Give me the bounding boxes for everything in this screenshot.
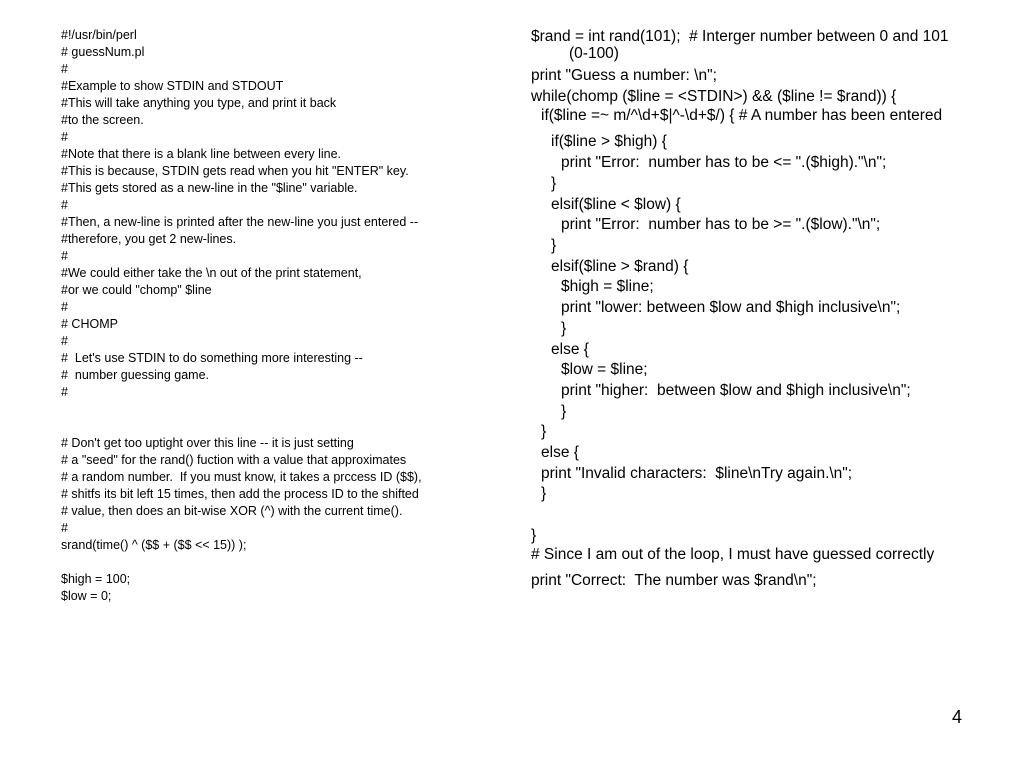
- page-number: 4: [951, 707, 962, 727]
- left-code-line: # a "seed" for the rand() fuction with a value that approximates: [61, 453, 407, 467]
- left-code-line: #Then, a new-line is printed after the new-line you just entered --: [61, 215, 419, 229]
- right-code-line: $rand = int rand(101); # Interger number between 0 and 101 (0-100): [531, 28, 953, 62]
- right-code-line: if($line > $high) {: [551, 133, 667, 151]
- left-code-line: #: [61, 334, 68, 348]
- left-code-line: #This gets stored as a new-line in the "$line" variable.: [61, 181, 358, 195]
- right-code-line: }: [561, 402, 567, 420]
- right-code-line: $high = $line;: [561, 278, 654, 296]
- left-code-line: #or we could "chomp" $line: [61, 283, 212, 297]
- right-code-line: print "Error: number has to be >= ".($low)."\n";: [561, 216, 881, 234]
- right-code-line: # Since I am out of the loop, I must have guessed correctly: [531, 545, 935, 563]
- left-code-line: # shitfs its bit left 15 times, then add the process ID to the shifted: [61, 487, 419, 501]
- left-code-line: #This will take anything you type, and print it back: [61, 96, 337, 110]
- left-code-line: # Let's use STDIN to do something more interesting --: [61, 351, 363, 365]
- left-code-line: # CHOMP: [61, 317, 118, 331]
- right-code-line: }: [531, 526, 537, 544]
- left-code-line: #This is because, STDIN gets read when you hit "ENTER" key.: [61, 164, 409, 178]
- left-code-line: srand(time() ^ ($$ + ($$ << 15)) );: [61, 538, 247, 552]
- left-code-line: #therefore, you get 2 new-lines.: [61, 232, 237, 246]
- right-code-line: elsif($line < $low) {: [551, 195, 681, 213]
- left-code-line: #Note that there is a blank line between every line.: [61, 147, 342, 161]
- right-code-line: $low = $line;: [561, 361, 648, 379]
- left-code-column: [61, 27, 501, 605]
- right-code-line: }: [551, 236, 557, 254]
- left-code-line: # a random number. If you must know, it takes a prccess ID ($$),: [61, 470, 422, 484]
- left-code-line: #to the screen.: [61, 113, 144, 127]
- right-code-line: print "Guess a number: \n";: [531, 67, 717, 85]
- right-code-line: print "Error: number has to be <= ".($high)."\n";: [561, 154, 887, 172]
- left-code-line: #: [61, 521, 68, 535]
- right-code-line: print "lower: between $low and $high inclusive\n";: [561, 299, 901, 317]
- right-code-line: print "higher: between $low and $high inclusive\n";: [561, 381, 911, 399]
- right-code-line: if($line =~ m/^\d+$|^-\d+$/) { # A number has been entered: [541, 106, 943, 124]
- left-code-line: #Example to show STDIN and STDOUT: [61, 79, 284, 93]
- left-code-line: #: [61, 385, 68, 399]
- right-code-line: }: [561, 319, 567, 337]
- right-code-line: else {: [551, 340, 589, 358]
- left-code-line: # number guessing game.: [61, 368, 210, 382]
- left-code-line: #We could either take the \n out of the print statement,: [61, 266, 362, 280]
- right-code-line: }: [541, 423, 547, 441]
- left-code-line: $low = 0;: [61, 589, 112, 603]
- left-code-line: # guessNum.pl: [61, 45, 145, 59]
- right-code-line: print "Invalid characters: $line\nTry again.\n";: [541, 464, 853, 482]
- left-code-line: # Don't get too uptight over this line -- it is just setting: [61, 436, 354, 450]
- right-code-line: }: [541, 485, 547, 503]
- right-code-column: [531, 29, 971, 592]
- left-code-line: $high = 100;: [61, 572, 131, 586]
- left-code-line: #: [61, 300, 68, 314]
- left-code-line: [61, 418, 501, 435]
- right-code-line: }: [551, 174, 557, 192]
- left-code-line: #: [61, 198, 68, 212]
- right-code-line: else {: [541, 444, 579, 462]
- left-code-line: # value, then does an bit-wise XOR (^) with the current time().: [61, 504, 403, 518]
- left-code-line: #!/usr/bin/perl: [61, 28, 137, 42]
- right-code-line: elsif($line > $rand) {: [551, 257, 689, 275]
- left-code-line: #: [61, 130, 68, 144]
- left-code-line: #: [61, 62, 68, 76]
- right-code-line: [531, 505, 971, 526]
- left-code-line: [61, 401, 501, 418]
- left-code-line: #: [61, 249, 68, 263]
- right-code-line: while(chomp ($line = <STDIN>) && ($line != $rand)) {: [531, 87, 897, 105]
- left-code-line: [61, 554, 501, 571]
- right-code-line: print "Correct: The number was $rand\n";: [531, 572, 817, 590]
